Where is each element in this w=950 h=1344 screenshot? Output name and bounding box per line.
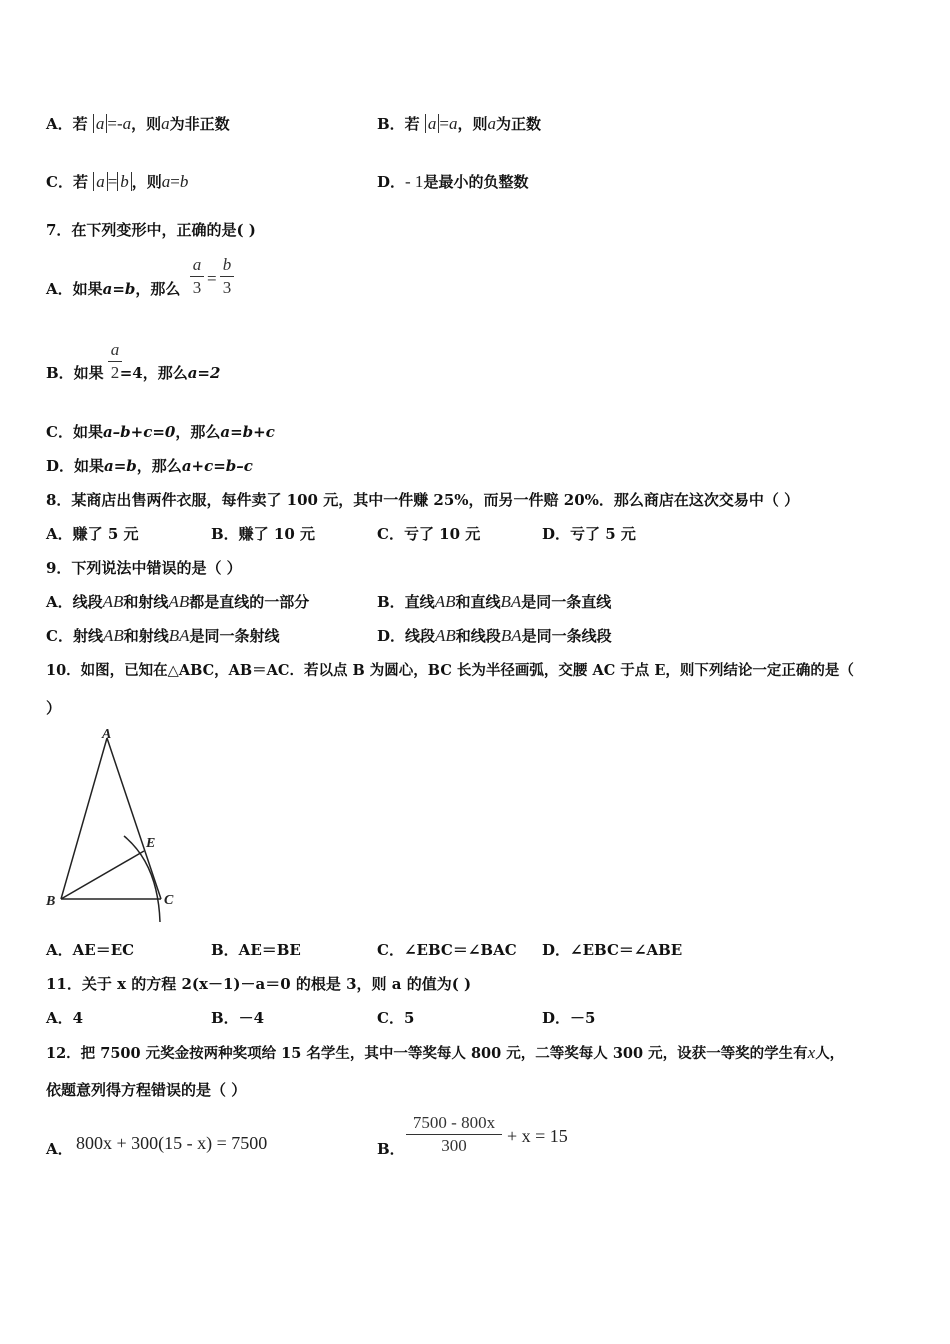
q7-stem: 7．在下列变形中，正确的是( ) <box>46 221 256 239</box>
q6-option-b: B．若 a =a，则a为正数 <box>377 114 542 133</box>
q12-option-b-tail: + x = 15 <box>507 1126 568 1146</box>
q7-option-b: B．如果 =4，那么a=2 <box>46 364 221 382</box>
label-a: A <box>102 727 112 742</box>
equals-sign: = <box>207 269 217 288</box>
q7-option-c: C．如果a–b+c=0，那么a=b+c <box>46 423 275 441</box>
abs-a: a <box>93 114 108 133</box>
q9-option-d: D．线段AB和线段BA是同一条线段 <box>377 626 612 645</box>
q11-option-c: C．5 <box>377 1009 415 1027</box>
q10-option-a: A．AE＝EC <box>46 941 135 959</box>
q9-stem: 9．下列说法中错误的是（ ） <box>46 559 242 577</box>
q9-option-b: B．直线AB和直线BA是同一条直线 <box>377 592 612 611</box>
q10-option-b: B．AE＝BE <box>211 941 301 959</box>
q12-option-a-label: A． <box>46 1140 73 1158</box>
q6-option-a: A．若 a =-a，则a为非正数 <box>46 114 230 133</box>
q11-stem: 11．关于 x 的方程 2(x－1)－a＝0 的根是 3，则 a 的值为( ) <box>46 975 472 993</box>
q11-option-d: D．－5 <box>542 1009 596 1027</box>
q10-option-d: D．∠EBC＝∠ABE <box>542 941 683 959</box>
label-b: B <box>46 894 56 909</box>
triangle-figure <box>40 724 190 924</box>
q6-option-c: C．若 a = b ，则a=b <box>46 172 189 191</box>
q12-option-b-fraction: 7500 - 800x 300 <box>406 1113 502 1156</box>
label-c: C <box>164 893 174 908</box>
label-e: E <box>146 836 156 851</box>
q10-stem-line1: 10．如图，已知在△ABC，AB＝AC．若以点 B 为圆心，BC 长为半径画弧，交腰 AC 于点 E，则下列结论一定正确的是（ <box>46 662 854 679</box>
q10-option-c: C．∠EBC＝∠BAC <box>377 941 517 959</box>
q9-option-c: C．射线AB和射线BA是同一条射线 <box>46 626 280 645</box>
fraction-a-over-3: a 3 <box>190 255 204 298</box>
q11-option-a: A．4 <box>46 1009 84 1027</box>
abs-b: b <box>117 172 132 191</box>
q7-option-d: D．如果a=b，那么a+c=b–c <box>46 457 253 475</box>
abs-a: a <box>425 114 440 133</box>
q8-option-d: D．亏了 5 元 <box>542 525 636 543</box>
abs-a: a <box>93 172 108 191</box>
q12-option-a-equation: 800x + 300(15 - x) = 7500 <box>76 1133 268 1153</box>
q10-stem-line2: ） <box>46 699 62 717</box>
q12-stem-line2: 依题意列得方程错误的是（ ） <box>46 1081 247 1099</box>
q11-option-b: B．－4 <box>211 1009 265 1027</box>
q12-option-b-label: B． <box>377 1140 405 1158</box>
q6-option-d: D．- 1是最小的负整数 <box>377 172 529 191</box>
fraction-a-over-2: a 2 <box>108 340 122 383</box>
q8-option-a: A．赚了 5 元 <box>46 525 139 543</box>
q7-option-a: A．如果a=b，那么 <box>46 280 181 298</box>
fraction-b-over-3: b 3 <box>220 255 234 298</box>
q12-stem-line1: 12．把 7500 元奖金按两种奖项给 15 名学生，其中一等奖每人 800 元，二等奖每人 300 元，设获一等奖的学生有x人， <box>46 1043 845 1062</box>
q8-option-c: C．亏了 10 元 <box>377 525 481 543</box>
q8-option-b: B．赚了 10 元 <box>211 525 315 543</box>
q8-stem: 8．某商店出售两件衣服，每件卖了 100 元，其中一件赚 25%，而另一件赔 20%．那么商店在这次交易中（ ） <box>46 491 800 509</box>
q9-option-a: A．线段AB和射线AB都是直线的一部分 <box>46 592 310 611</box>
